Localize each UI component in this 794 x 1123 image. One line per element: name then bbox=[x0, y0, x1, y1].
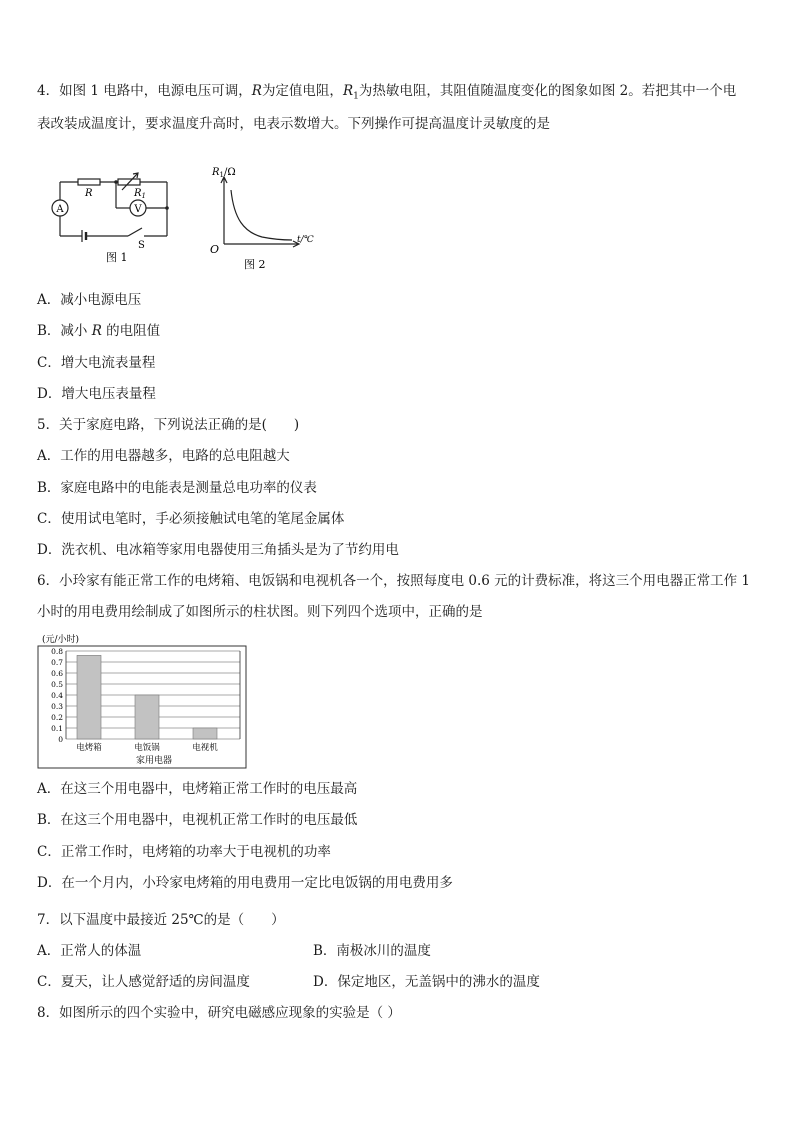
q5-option-a: A．工作的用电器越多，电路的总电阻越大 bbox=[37, 448, 290, 464]
chart-category-label: 电烤箱 bbox=[76, 743, 102, 753]
circuit-diagram bbox=[44, 166, 179, 266]
q6-stem-line-2: 小时的用电费用绘制成了如图所示的柱状图。则下列四个选项中，正确的是 bbox=[37, 604, 483, 620]
figure-2-caption: 图 2 bbox=[244, 258, 266, 271]
electricity-cost-bar-chart bbox=[36, 630, 251, 770]
chart-y-tick-label: 0.8 bbox=[51, 647, 63, 656]
q4-var-r1: R bbox=[342, 83, 354, 99]
resistor-r1-label: $R_1$ bbox=[134, 188, 146, 200]
option-text: B．减小 bbox=[37, 323, 92, 339]
chart-y-tick-label: 0 bbox=[58, 735, 63, 744]
chart-y-tick-label: 0.3 bbox=[51, 702, 63, 711]
chart-y-axis-label: (元/小时) bbox=[42, 635, 80, 645]
graph-x-label: t/℃ bbox=[297, 235, 314, 245]
chart-category-label: 电饭锅 bbox=[134, 743, 160, 753]
chart-y-tick-label: 0.5 bbox=[51, 680, 63, 689]
figure-1-caption: 图 1 bbox=[106, 251, 128, 264]
q4-stem-text: 4．如图 1 电路中，电源电压可调， bbox=[37, 83, 252, 99]
q6-option-b: B．在这三个用电器中，电视机正常工作时的电压最低 bbox=[37, 812, 358, 828]
option-var-r: R bbox=[91, 323, 102, 339]
chart-bar-3 bbox=[193, 728, 217, 739]
switch-label: S bbox=[138, 240, 145, 251]
q4-stem-text: 为定值电阻， bbox=[261, 83, 343, 99]
q6-stem-line-1: 6．小玲家有能正常工作的电烤箱、电饭锅和电视机各一个，按照每度电 0.6 元的计费标准，将这三个用电器正常工作 1 bbox=[37, 573, 751, 589]
chart-category-label: 电视机 bbox=[192, 743, 218, 753]
thermistor-graph bbox=[204, 164, 322, 274]
option-text: 的电阻值 bbox=[101, 323, 161, 339]
q8-stem: 8．如图所示的四个实验中，研究电磁感应现象的实验是（ ） bbox=[37, 1005, 401, 1021]
q5-option-c: C．使用试电笔时，手必须接触试电笔的笔尾金属体 bbox=[37, 511, 345, 527]
q4-stem-text: 为热敏电阻，其阻值随温度变化的图象如图 2。若把其中一个电 bbox=[358, 83, 737, 99]
q4-stem-line-2: 表改装成温度计，要求温度升高时，电表示数增大。下列操作可提高温度计灵敏度的是 bbox=[37, 116, 550, 132]
q6-option-d: D．在一个月内，小玲家电烤箱的用电费用一定比电饭锅的用电费用多 bbox=[37, 875, 453, 891]
chart-y-tick-label: 0.7 bbox=[51, 658, 63, 667]
graph-y-label: $R_1/\Omega$ bbox=[212, 167, 236, 179]
q4-option-b bbox=[37, 322, 160, 340]
chart-bar-1 bbox=[77, 655, 101, 739]
q7-option-d: D．保定地区，无盖锅中的沸水的温度 bbox=[313, 974, 540, 990]
chart-y-tick-label: 0.1 bbox=[51, 724, 63, 733]
q4-option-c: C．增大电流表量程 bbox=[37, 355, 156, 371]
q7-stem: 7．以下温度中最接近 25℃的是（ ） bbox=[37, 912, 285, 928]
q6-option-c: C．正常工作时，电烤箱的功率大于电视机的功率 bbox=[37, 844, 331, 860]
q7-option-c: C．夏天，让人感觉舒适的房间温度 bbox=[37, 974, 250, 990]
q7-option-b: B．南极冰川的温度 bbox=[313, 943, 431, 959]
q4-option-d: D．增大电压表量程 bbox=[37, 386, 156, 402]
q4-stem-line-1: 4．如图 1 电路中，电源电压可调，R为定值电阻，$R_1$为热敏电阻，其阻值随温度变化的图象如图 2。若把其中一个电 bbox=[37, 83, 737, 102]
graph-origin-label: O bbox=[210, 243, 220, 256]
q6-option-a: A．在这三个用电器中，电烤箱正常工作时的电压最高 bbox=[37, 781, 358, 797]
resistor-r-label: R bbox=[85, 188, 93, 199]
chart-y-tick-label: 0.2 bbox=[51, 713, 63, 722]
chart-y-tick-label: 0.4 bbox=[51, 691, 63, 700]
chart-y-tick-label: 0.6 bbox=[51, 669, 63, 678]
chart-bar-2 bbox=[135, 695, 159, 739]
chart-x-axis-label: 家用电器 bbox=[135, 756, 173, 766]
q5-option-d: D．洗衣机、电冰箱等家用电器使用三角插头是为了节约用电 bbox=[37, 542, 399, 558]
q4-var-r: R bbox=[251, 83, 262, 99]
q5-option-b: B．家庭电路中的电能表是测量总电功率的仪表 bbox=[37, 480, 317, 496]
q5-stem: 5．关于家庭电路，下列说法正确的是( ) bbox=[37, 417, 300, 433]
voltmeter-label: V bbox=[134, 204, 142, 215]
q4-option-a: A．减小电源电压 bbox=[37, 292, 142, 308]
ammeter-label: A bbox=[56, 204, 64, 215]
q7-option-a: A．正常人的体温 bbox=[37, 943, 142, 959]
